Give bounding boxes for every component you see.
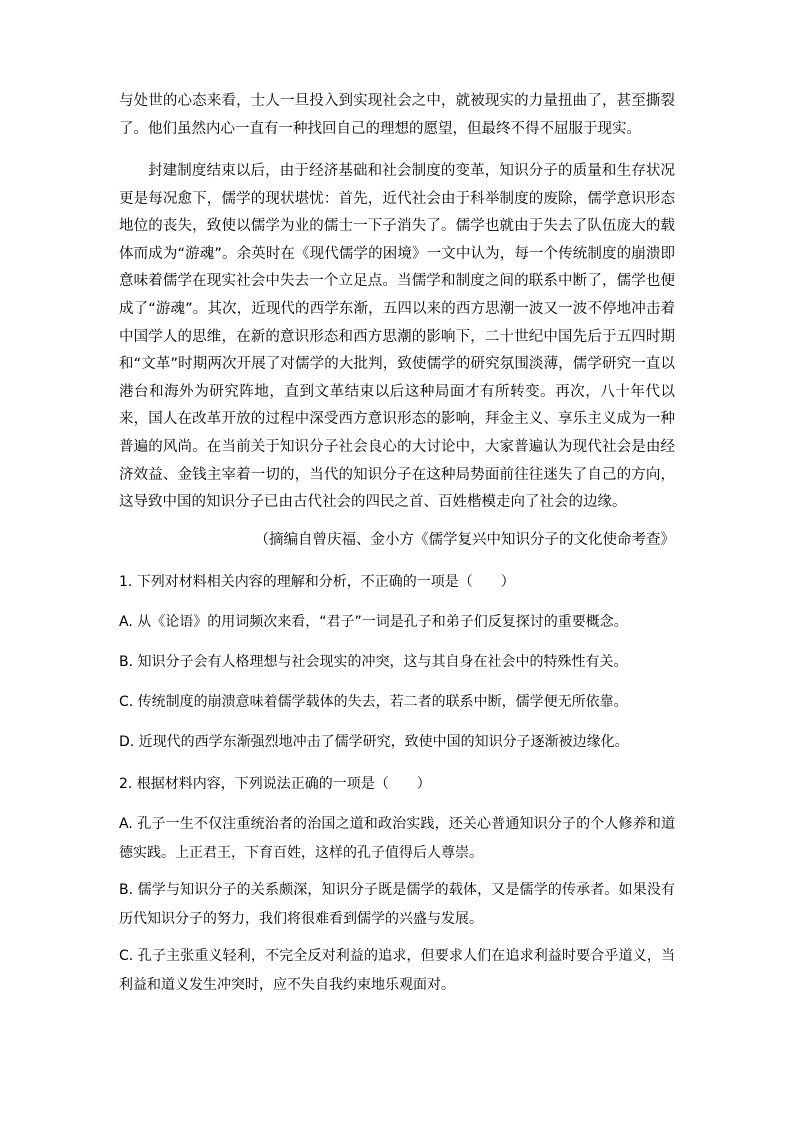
question-2-option-c: C. 孔子主张重义轻利，不完全反对利益的追求，但要求人们在追求利益时要合乎道义，当利益和道义发生冲突时，应不失自我约束地乐观面对。 (119, 948, 675, 993)
question-1-option-b: B. 知识分子会有人格理想与社会现实的冲突，这与其自身在社会中的特殊性有关。 (119, 654, 628, 670)
question-1-option-c: C. 传统制度的崩溃意味着儒学载体的失去，若二者的联系中断，儒学便无所依靠。 (119, 694, 628, 710)
question-1-stem: 1. 下列对材料相关内容的理解和分析，不正确的一项是（ ） (119, 574, 515, 590)
question-2-option-b: B. 儒学与知识分子的关系颇深，知识分子既是儒学的载体，又是儒学的传承者。如果没有历代知识分子的努力，我们将很难看到儒学的兴盛与发展。 (119, 882, 675, 927)
passage-paragraph-1: 与处世的心态来看，士人一旦投入到实现社会之中，就被现实的力量扭曲了，甚至撕裂了。他们虽然内心一直有一种找回自己的理想的愿望，但最终不得不屈服于现实。 (119, 93, 675, 137)
passage-paragraph-2: 封建制度结束以后，由于经济基础和社会制度的变革，知识分子的质量和生存状况更是每况愈下，儒学的现状堪忧：首先，近代社会由于科举制度的废除，儒学意识形态地位的丧失，致使以儒学为业的儒士一下子消失了。儒学也就由于失去了队伍庞大的载体而成为“游魂”。余英时在《现代儒学的困境》一文中认为，每一个传统制度的崩溃即意味着儒学在现实社会中失去一个立足点。当儒学和制度之间的联系中断了，儒学也便成了“游魂”。其次，近现代的西学东渐，五四以来的西方思潮一波又一波不停地冲击着中国学人的思维，在新的意识形态和西方思潮的影响下，二十世纪中国先后于五四时期和“文革”时期两次开展了对儒学的大批判，致使儒学的研究氛围淡薄，儒学研究一直以港台和海外为研究阵地，直到文革结束以后这种局面才有所转变。再次，八十年代以来，国人在改革开放的过程中深受西方意识形态的影响，拜金主义、享乐主义成为一种普遍的风尚。在当前关于知识分子社会良心的大讨论中，大家普遍认为现代社会是由经济效益、金钱主宰着一切的，当代的知识分子在这种局势面前往往迷失了自己的方向，这导致中国的知识分子已由古代社会的四民之首、百姓楷模走向了社会的边缘。 (119, 163, 675, 511)
question-2-stem: 2. 根据材料内容，下列说法正确的一项是（ ） (119, 776, 431, 792)
question-1-option-d: D. 近现代的西学东渐强烈地冲击了儒学研究，致使中国的知识分子逐渐被边缘化。 (119, 734, 629, 750)
question-1-option-a: A. 从《论语》的用词频次来看，“君子”一词是孔子和弟子们反复探讨的重要概念。 (119, 614, 628, 630)
passage-source: （摘编自曾庆福、金小方《儒学复兴中知识分子的文化使命考查》 (254, 532, 675, 548)
question-2-option-a: A. 孔子一生不仅注重统治者的治国之道和政治实践，还关心普通知识分子的个人修养和道德实践。上正君王，下育百姓，这样的孔子值得后人尊崇。 (119, 816, 675, 861)
